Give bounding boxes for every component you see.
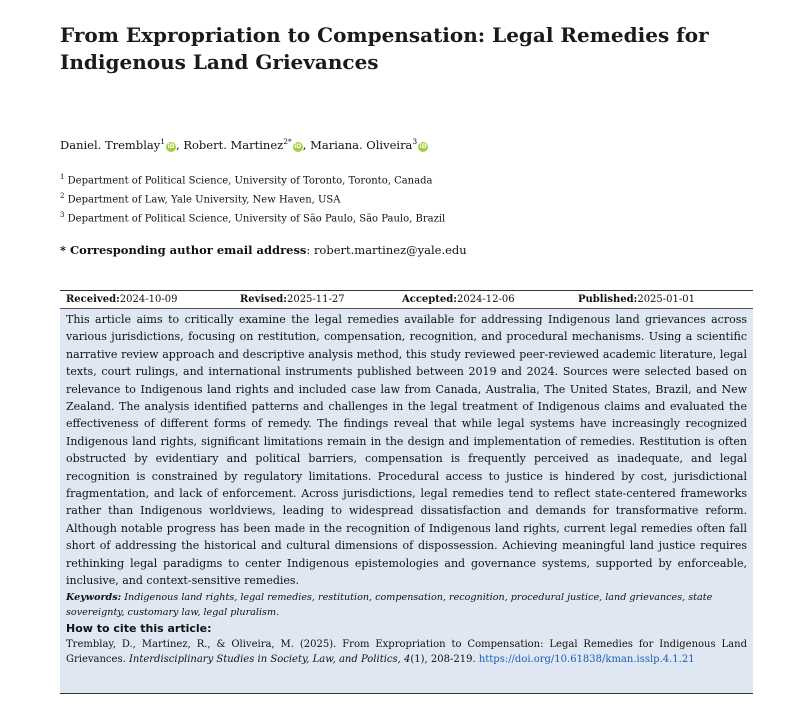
corresponding-label: * Corresponding author email address (60, 243, 307, 257)
orcid-icon[interactable]: iD (294, 142, 302, 150)
published-date (578, 291, 695, 308)
author-affiliation-mark: 2* (283, 137, 292, 146)
author-affiliation-mark: 1 (160, 137, 166, 146)
orcid-icon[interactable]: iD (167, 142, 175, 150)
keywords-label: Keywords: (66, 591, 122, 603)
affiliation-text: Department of Law, Yale University, New Haven, USA (67, 194, 341, 206)
revised-value: 2025-11-27 (286, 294, 345, 305)
revised-date (240, 291, 345, 308)
affiliation-mark: 2 (60, 191, 65, 200)
accepted-value: 2024-12-06 (456, 294, 515, 305)
accepted-date (402, 291, 515, 308)
keywords (66, 590, 747, 620)
affiliation (60, 170, 445, 189)
affiliation (60, 189, 445, 208)
author-affiliation-mark: 3 (412, 137, 418, 146)
abstract-text: This article aims to critically examine the legal remedies available for addressing Indigenous land grievances across various jurisdictions, focusing on restitution, compensation, recognition, and procedural mechanisms. Using a scientific narrative review approach and descriptive analysis method, this study reviewed peer-reviewed academic literature, legal texts, court rulings, and international instruments published between 2019 and 2024. Sources were selected based on relevance to Indigenous land rights and included case law from Canada, Australia, The United States, Brazil, and New Zealand. The analysis identified patterns and challenges in the legal treatment of Indigenous claims and evaluated the effectiveness of different forms of remedy. The findings reveal that while legal systems have increasingly recognized Indigenous land rights, significant limitations remain in the design and implementation of remedies. Restitution is often obstructed by evidentiary and political barriers, compensation is frequently perceived as inadequate, and legal recognition is constrained by regulatory limitations. Procedural access to justice is hindered by cost, jurisdictional fragmentation, and lack of enforcement. Across jurisdictions, legal remedies tend to reflect state-centered frameworks rather than Indigenous worldviews, leading to widespread dissatisfaction and demands for transformative reform. Although notable progress has been made in the recognition of Indigenous land rights, current legal remedies often fall short of addressing the historical and cultural dimensions of dispossession. Achieving meaningful land justice requires rethinking legal paradigms to center Indigenous epistemologies and governance systems, supported by enforceable, inclusive, and context-sensitive remedies. (66, 313, 747, 588)
abstract-box (60, 309, 753, 694)
author-name: Daniel. Tremblay (60, 137, 161, 152)
received-date (66, 291, 178, 308)
author-name: Mariana. Oliveira (310, 137, 413, 152)
article-title: From Expropriation to Compensation: Legal Remedies for Indigenous Land Grievances (60, 23, 709, 74)
keywords-text: Indigenous land rights, legal remedies, restitution, compensation, recognition, procedural justice, land grievances, state sovereignty, customary law, legal pluralism. (66, 591, 713, 618)
published-value: 2025-01-01 (637, 294, 695, 305)
author-list: Daniel. Tremblay$^1$iD, Robert. Martinez$^{2*}$iD, Mariana. Oliveira$^3$iD (60, 137, 427, 152)
published-label: Published: (578, 294, 638, 305)
article-dates (60, 290, 753, 309)
citation-pages: (1), 208-219. (410, 653, 479, 665)
revised-label: Revised: (240, 294, 287, 305)
affiliation (60, 208, 445, 227)
affiliation-list (60, 170, 445, 226)
affiliation-mark: 1 (60, 173, 65, 181)
accepted-label: Accepted: (402, 294, 457, 305)
cite-heading: How to cite this article: (66, 621, 212, 635)
corresponding-email[interactable]: robert.martinez@yale.edu (313, 243, 467, 257)
affiliation-text: Department of Political Science, University of São Paulo, São Paulo, Brazil (67, 212, 446, 224)
orcid-icon[interactable]: iD (419, 142, 427, 150)
affiliation-text: Department of Political Science, University of Toronto, Toronto, Canada (67, 175, 433, 187)
corresponding-author: * Corresponding author email address: robert.martinez@yale.edu (60, 243, 467, 257)
affiliation-mark: 3 (60, 210, 65, 219)
received-value: 2024-10-09 (119, 294, 178, 305)
citation (66, 637, 747, 667)
received-label: Received: (66, 294, 120, 305)
citation-journal: Interdisciplinary Studies in Society, Law, and Politics, 4 (128, 653, 411, 665)
author-name: Robert. Martinez (183, 137, 284, 152)
citation-text: Tremblay, D., Martinez, R., & Oliveira, M. (2025). From Expropriation to Compensation: Legal Remedies for Indigenous Land Grievances. (66, 638, 747, 665)
doi-link[interactable]: https://doi.org/10.61838/kman.isslp.4.1.21 (478, 653, 695, 665)
